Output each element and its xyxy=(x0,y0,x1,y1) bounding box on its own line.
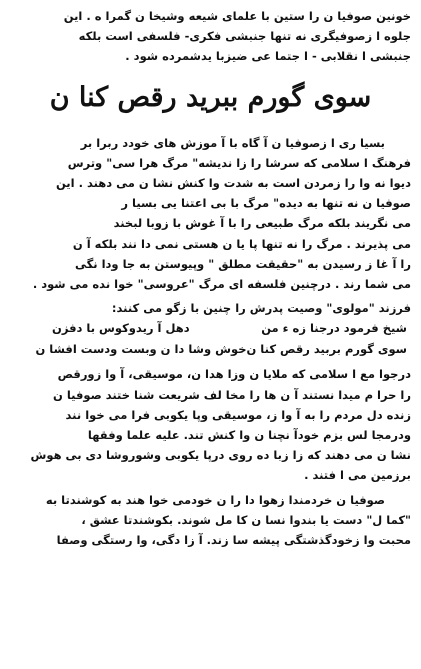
paragraph-line: صوفیا ن نه تنها به دیده" مرگ با بی اعتنا یی بسیا ر xyxy=(121,196,411,211)
paragraph-line: می شما رند . درچنین فلسفه ای مرگ "عروسی" خوا نده می شود . xyxy=(32,277,411,292)
poem-hemistich-second: خوش وشا دا ن وبست ودست افشا ن xyxy=(35,342,247,357)
paragraph-line: می نگریند بلکه مرگ طبیعی را با آ غوش با زوبا لبخند xyxy=(113,216,411,231)
paragraph-line: صوفیا ن خردمندا زهوا دا را ن خودمی خوا هند به کوشندتا به xyxy=(45,492,385,507)
paragraph-line: درجوا مع ا سلامی که ملایا ن وزا هدا ن، موسیقی، آ وا زورقص xyxy=(57,367,411,382)
paragraph-perfection xyxy=(10,490,411,551)
paragraph-line: را آ غا ز رسیدن به "حقیقت مطلق " وپیوستن به جا ودا نگی xyxy=(74,256,411,271)
paragraph-music-dance xyxy=(10,364,411,485)
paragraph-line: دیوا نه وا را زمردن است به شدت وا کنش نشا ن می دهند . این xyxy=(55,176,411,191)
poem-row xyxy=(10,339,411,360)
paragraph-line: ودرمجا لس بزم خودآ نچنا ن وا کنش تند. علیه علما وفقها xyxy=(87,428,411,443)
section-heading: سوی گورم ببرید رقص کنا ن xyxy=(49,81,372,113)
intro-line: جنبشی ا نقلابی - ا جتما عی ضیزبا یدشمرده شود . xyxy=(125,49,411,64)
paragraph-line: محبت وا زخودگذشتگی پیشه سا زند. آ زا دگی، وا رستگی وصفا xyxy=(56,533,411,548)
paragraph-death-philosophy xyxy=(10,133,411,295)
paragraph-line: می پذیرند . مرگ را نه تنها پا یا ن هستی نمی دا نند بلکه آ ن xyxy=(72,236,411,251)
intro-line: خونین صوفیا ن را ستین با علمای شیعه وشیخا ن گمرا ه . این xyxy=(63,9,411,23)
poem-hemistich-second: دهل آ ریدوکوس با دفزن xyxy=(52,321,190,336)
paragraph-line: برزمین می ا فتند . xyxy=(304,468,411,483)
paragraph-line: بسیا ری ا زصوفیا ن آ گاه با آ موزش های خودد ربرا بر xyxy=(80,135,385,150)
paragraph-line: فرزند "مولوی" وصیت پدرش را چنین با زگو می کنند: xyxy=(111,301,411,316)
paragraph-line: نشا ن می دهند که زا زبا ده روی درپا یکوبی وشوروشا دی بی هوش xyxy=(30,448,411,463)
poem-hemistich-first: شیخ فرمود درجنا زه ء من xyxy=(261,321,407,336)
paragraph-rumi-will xyxy=(10,298,411,318)
intro-line: جلوه ا زصوفیگری نه تنها جنبشی فکری- فلسفی است بلکه xyxy=(78,29,411,44)
poem-hemistich-first: سوی گورم بربید رقص کنا ن xyxy=(246,342,407,357)
paragraph-line: را حرا م میدا نستند آ ن ها را مخا لف شریعت شنا ختند صوفیا ن xyxy=(53,387,411,402)
intro-paragraph xyxy=(10,6,411,67)
paragraph-line: فرهنگ ا سلامی که سرشا را زا ندیشه" مرگ هرا سی" وترس xyxy=(67,155,411,170)
paragraph-line: "کما ل" دست یا بندوا نسا ن کا مل شوند. بکوشندتا عشق ، xyxy=(81,512,411,527)
poem-verses xyxy=(10,318,411,360)
poem-row xyxy=(10,318,411,339)
paragraph-line: زنده دل مردم را به آ وا ز، موسیقی وپا یکوبی فرا می خوا نند xyxy=(65,407,411,422)
